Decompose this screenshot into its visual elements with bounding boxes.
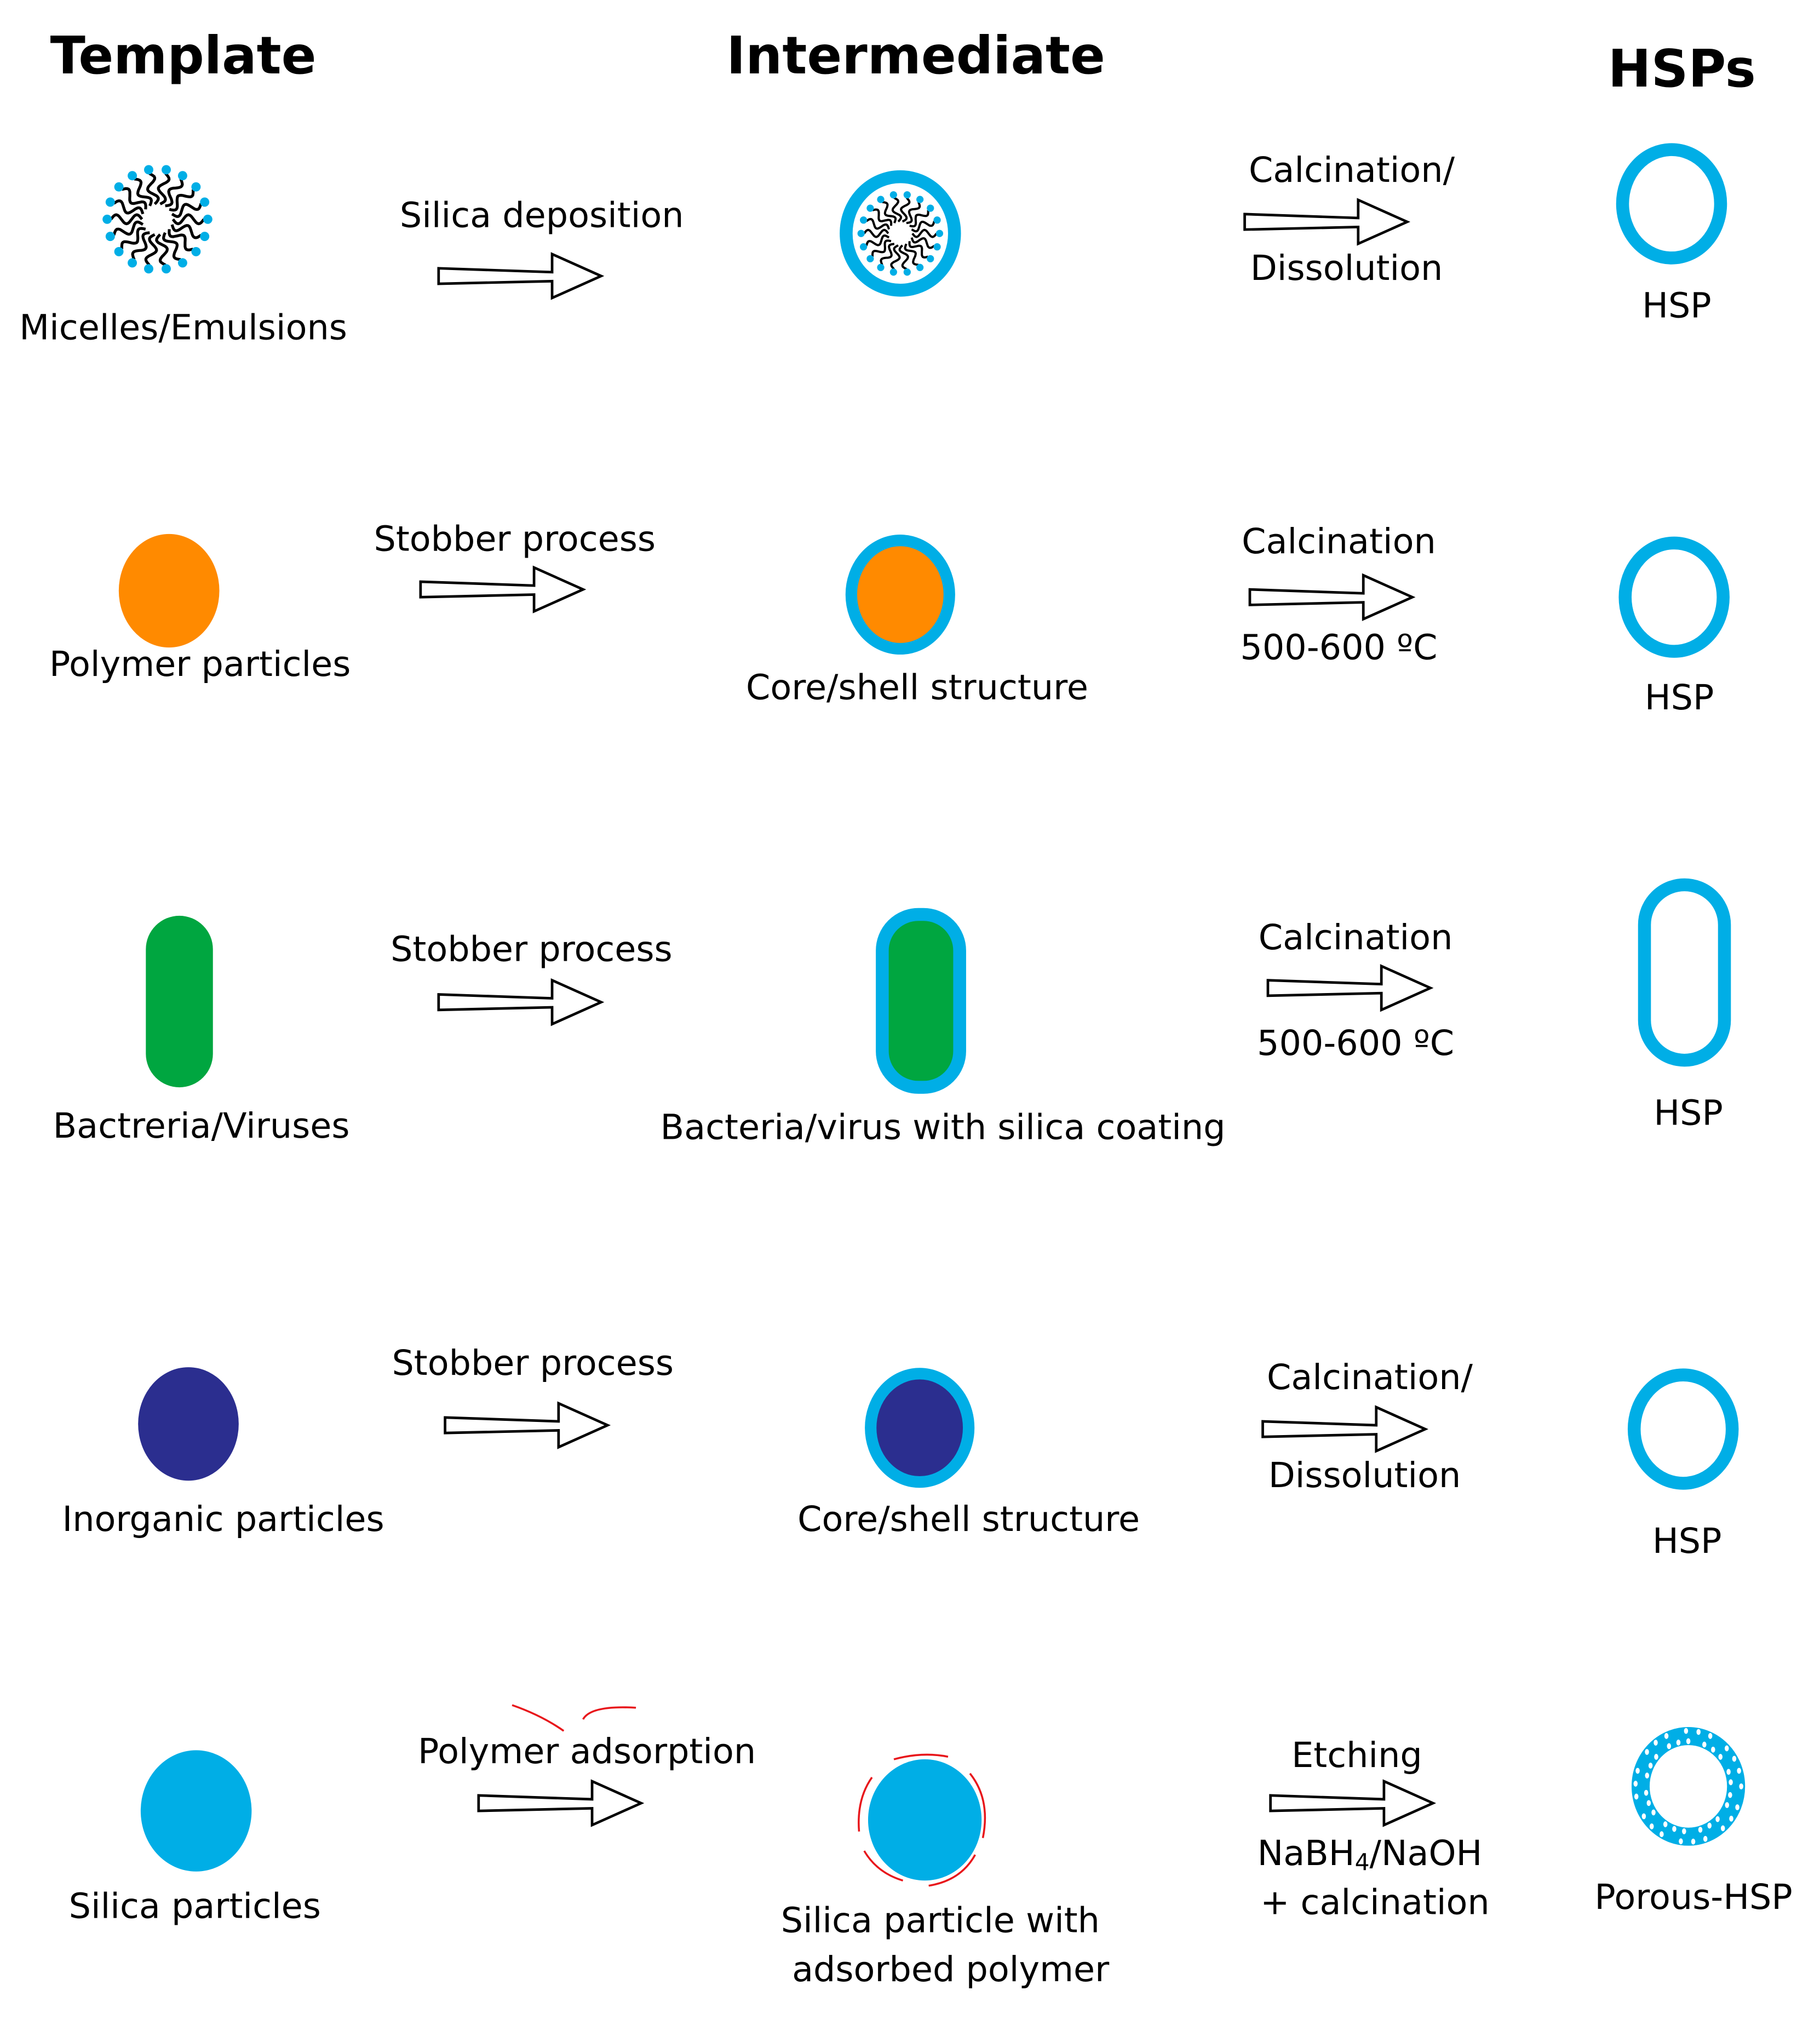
pore	[1729, 1816, 1733, 1822]
step-top-label: Calcination	[1242, 521, 1436, 562]
pore	[1634, 1781, 1638, 1787]
product-label: HSP	[1652, 1521, 1722, 1562]
lipid-head	[144, 264, 153, 273]
process-label: Stobber process	[374, 518, 656, 559]
pore	[1682, 1828, 1686, 1834]
template-label: Bactreria/Viruses	[53, 1105, 350, 1146]
intermediate-label: Core/shell structure	[745, 667, 1088, 708]
lipid-tail	[169, 229, 193, 250]
process-label: Stobber process	[392, 1343, 674, 1384]
lipid-tail	[122, 188, 146, 209]
lipid-head	[858, 230, 865, 237]
micelle-core-icon	[858, 191, 943, 276]
lipid-head	[128, 258, 137, 267]
lipid-tail	[900, 245, 908, 269]
lipid-head	[927, 205, 934, 212]
lipid-head	[128, 171, 137, 180]
lipid-tail	[910, 241, 928, 257]
template-label: Micelles/Emulsions	[19, 307, 347, 348]
lipid-head	[890, 268, 897, 276]
pore	[1649, 1763, 1653, 1769]
pore	[1672, 1826, 1677, 1832]
lipid-head	[106, 232, 115, 241]
lipid-tail	[146, 234, 157, 265]
step-top-label: Calcination/	[1249, 150, 1455, 191]
lipid-tail	[901, 198, 909, 222]
lipid-head	[890, 191, 897, 198]
lipid-head	[860, 243, 867, 250]
arrow-icon	[1263, 1407, 1426, 1451]
step-top-label: Calcination/	[1266, 1357, 1473, 1398]
lipid-head	[102, 215, 112, 224]
header-hsps: HSPs	[1607, 39, 1756, 99]
lipid-head	[200, 232, 209, 241]
pore	[1645, 1772, 1649, 1779]
pore	[1650, 1823, 1654, 1829]
step-mid-rest: /NaOH	[1369, 1833, 1483, 1874]
header-intermediate: Intermediate	[726, 26, 1105, 87]
core-shell-icon	[871, 1374, 969, 1482]
product-label: HSP	[1653, 1092, 1723, 1133]
lipid-head	[904, 191, 911, 198]
lipid-head	[162, 264, 171, 273]
lipid-head	[866, 205, 874, 212]
pore	[1735, 1804, 1739, 1810]
lipid-tail	[872, 210, 891, 226]
lipid-head	[916, 264, 923, 271]
pore	[1708, 1733, 1713, 1739]
pore	[1728, 1792, 1732, 1798]
pore	[1711, 1747, 1715, 1753]
arrow-icon	[439, 254, 601, 298]
lipid-head	[877, 196, 884, 203]
lipid-head	[114, 247, 124, 256]
intermediate-label: Core/shell structure	[797, 1499, 1140, 1540]
pore	[1732, 1756, 1737, 1762]
lipid-head	[200, 198, 209, 207]
lipid-head	[114, 182, 124, 192]
intermediate-label: Bacteria/virus with silica coating	[660, 1106, 1226, 1148]
lipid-head	[877, 264, 884, 271]
porous-hollow-sphere-icon	[1640, 1736, 1736, 1837]
pore	[1726, 1769, 1731, 1775]
polymer-particle-icon	[119, 534, 220, 647]
pore	[1715, 1816, 1720, 1822]
arrow-icon	[445, 1403, 608, 1447]
product-label: Porous-HSP	[1594, 1877, 1793, 1918]
header-template: Template	[50, 26, 317, 87]
step-mid-subscript: 4	[1354, 1849, 1370, 1876]
lipid-tail	[891, 245, 899, 269]
pore	[1654, 1754, 1658, 1760]
pore	[1635, 1768, 1640, 1774]
lipid-head	[191, 182, 200, 192]
lipid-head	[933, 216, 940, 223]
arrow-icon	[439, 980, 601, 1024]
pore	[1645, 1749, 1649, 1755]
lipid-head	[203, 215, 213, 224]
pore	[1667, 1743, 1672, 1749]
step-bottom-label: Dissolution	[1268, 1455, 1461, 1496]
pore	[1703, 1836, 1708, 1842]
step-bottom-label: Dissolution	[1250, 247, 1443, 288]
pore	[1679, 1838, 1683, 1844]
lipid-head	[927, 255, 934, 262]
pore	[1729, 1779, 1733, 1785]
pore	[1647, 1800, 1651, 1806]
silica-particle-icon	[141, 1750, 252, 1871]
inorganic-particle-icon	[138, 1367, 239, 1481]
arrow-icon	[1250, 575, 1413, 619]
pore	[1634, 1794, 1639, 1800]
lipid-head	[178, 258, 187, 267]
pore	[1721, 1825, 1725, 1831]
step-bottom-label: 500-600 ºC	[1257, 1023, 1455, 1064]
process-label: Silica deposition	[399, 194, 684, 236]
pore	[1677, 1740, 1681, 1746]
micelle-icon	[102, 165, 213, 273]
lipid-tail	[157, 234, 168, 265]
arrow-icon	[1271, 1781, 1433, 1825]
hollow-sphere-icon	[1634, 1375, 1732, 1483]
lipid-head	[933, 243, 940, 250]
lipid-head	[106, 198, 115, 207]
pore	[1660, 1831, 1664, 1837]
pore	[1698, 1827, 1703, 1833]
template-label: Silica particles	[68, 1885, 321, 1926]
lipid-head	[162, 165, 171, 174]
hollow-rod-icon	[1645, 885, 1725, 1060]
pore	[1684, 1728, 1689, 1734]
arrow-icon	[479, 1781, 641, 1825]
lipid-head	[178, 171, 187, 180]
lipid-head	[904, 268, 911, 276]
intermediate-label-line1: Silica particle with	[780, 1900, 1100, 1941]
intermediate-label-line2: adsorbed polymer	[792, 1948, 1110, 1989]
lipid-tail	[158, 174, 169, 204]
arrow-icon	[1245, 200, 1408, 244]
hollow-sphere-icon	[1625, 543, 1723, 651]
lipid-head	[860, 216, 867, 223]
process-label: Stobber process	[391, 928, 673, 970]
step-bottom-label: 500-600 ºC	[1240, 627, 1438, 668]
pore	[1691, 1839, 1696, 1845]
process-label: Polymer adsorption	[418, 1730, 756, 1771]
coated-bacteria-icon	[882, 915, 960, 1088]
pore	[1707, 1823, 1712, 1829]
polymer-chain-icon	[512, 1705, 636, 1731]
lipid-tail	[148, 174, 159, 204]
step-top-label: Etching	[1291, 1735, 1422, 1776]
pore	[1651, 1810, 1656, 1816]
product-label: HSP	[1644, 677, 1714, 718]
pore	[1686, 1739, 1691, 1745]
lipid-head	[936, 230, 943, 237]
bacteria-icon	[146, 916, 213, 1087]
pore	[1739, 1783, 1743, 1789]
pore	[1725, 1802, 1729, 1808]
lipid-tail	[893, 198, 901, 222]
step-mid-main: NaBH	[1257, 1833, 1355, 1874]
pore	[1664, 1733, 1669, 1739]
template-label: Polymer particles	[49, 643, 351, 684]
product-label: HSP	[1642, 285, 1712, 326]
silica-particle-core	[868, 1759, 981, 1880]
lipid-head	[866, 255, 874, 262]
step-bottom-label: + calcination	[1260, 1881, 1490, 1923]
pore	[1737, 1768, 1741, 1774]
core-shell-icon	[851, 541, 949, 649]
lipid-head	[191, 247, 200, 256]
pore	[1644, 1790, 1649, 1796]
pore	[1642, 1814, 1646, 1820]
pore	[1696, 1729, 1701, 1735]
pore	[1663, 1821, 1668, 1827]
hollow-sphere-icon	[1623, 150, 1721, 258]
pore	[1653, 1740, 1658, 1746]
lipid-head	[916, 196, 923, 203]
pore	[1725, 1745, 1729, 1751]
arrow-icon	[421, 567, 583, 611]
arrow-icon	[1268, 966, 1431, 1010]
template-label: Inorganic particles	[62, 1499, 384, 1540]
pore	[1718, 1754, 1723, 1760]
lipid-head	[144, 165, 153, 174]
step-mid-label	[1258, 1833, 1483, 1875]
step-top-label: Calcination	[1258, 917, 1453, 958]
pore	[1702, 1742, 1707, 1748]
